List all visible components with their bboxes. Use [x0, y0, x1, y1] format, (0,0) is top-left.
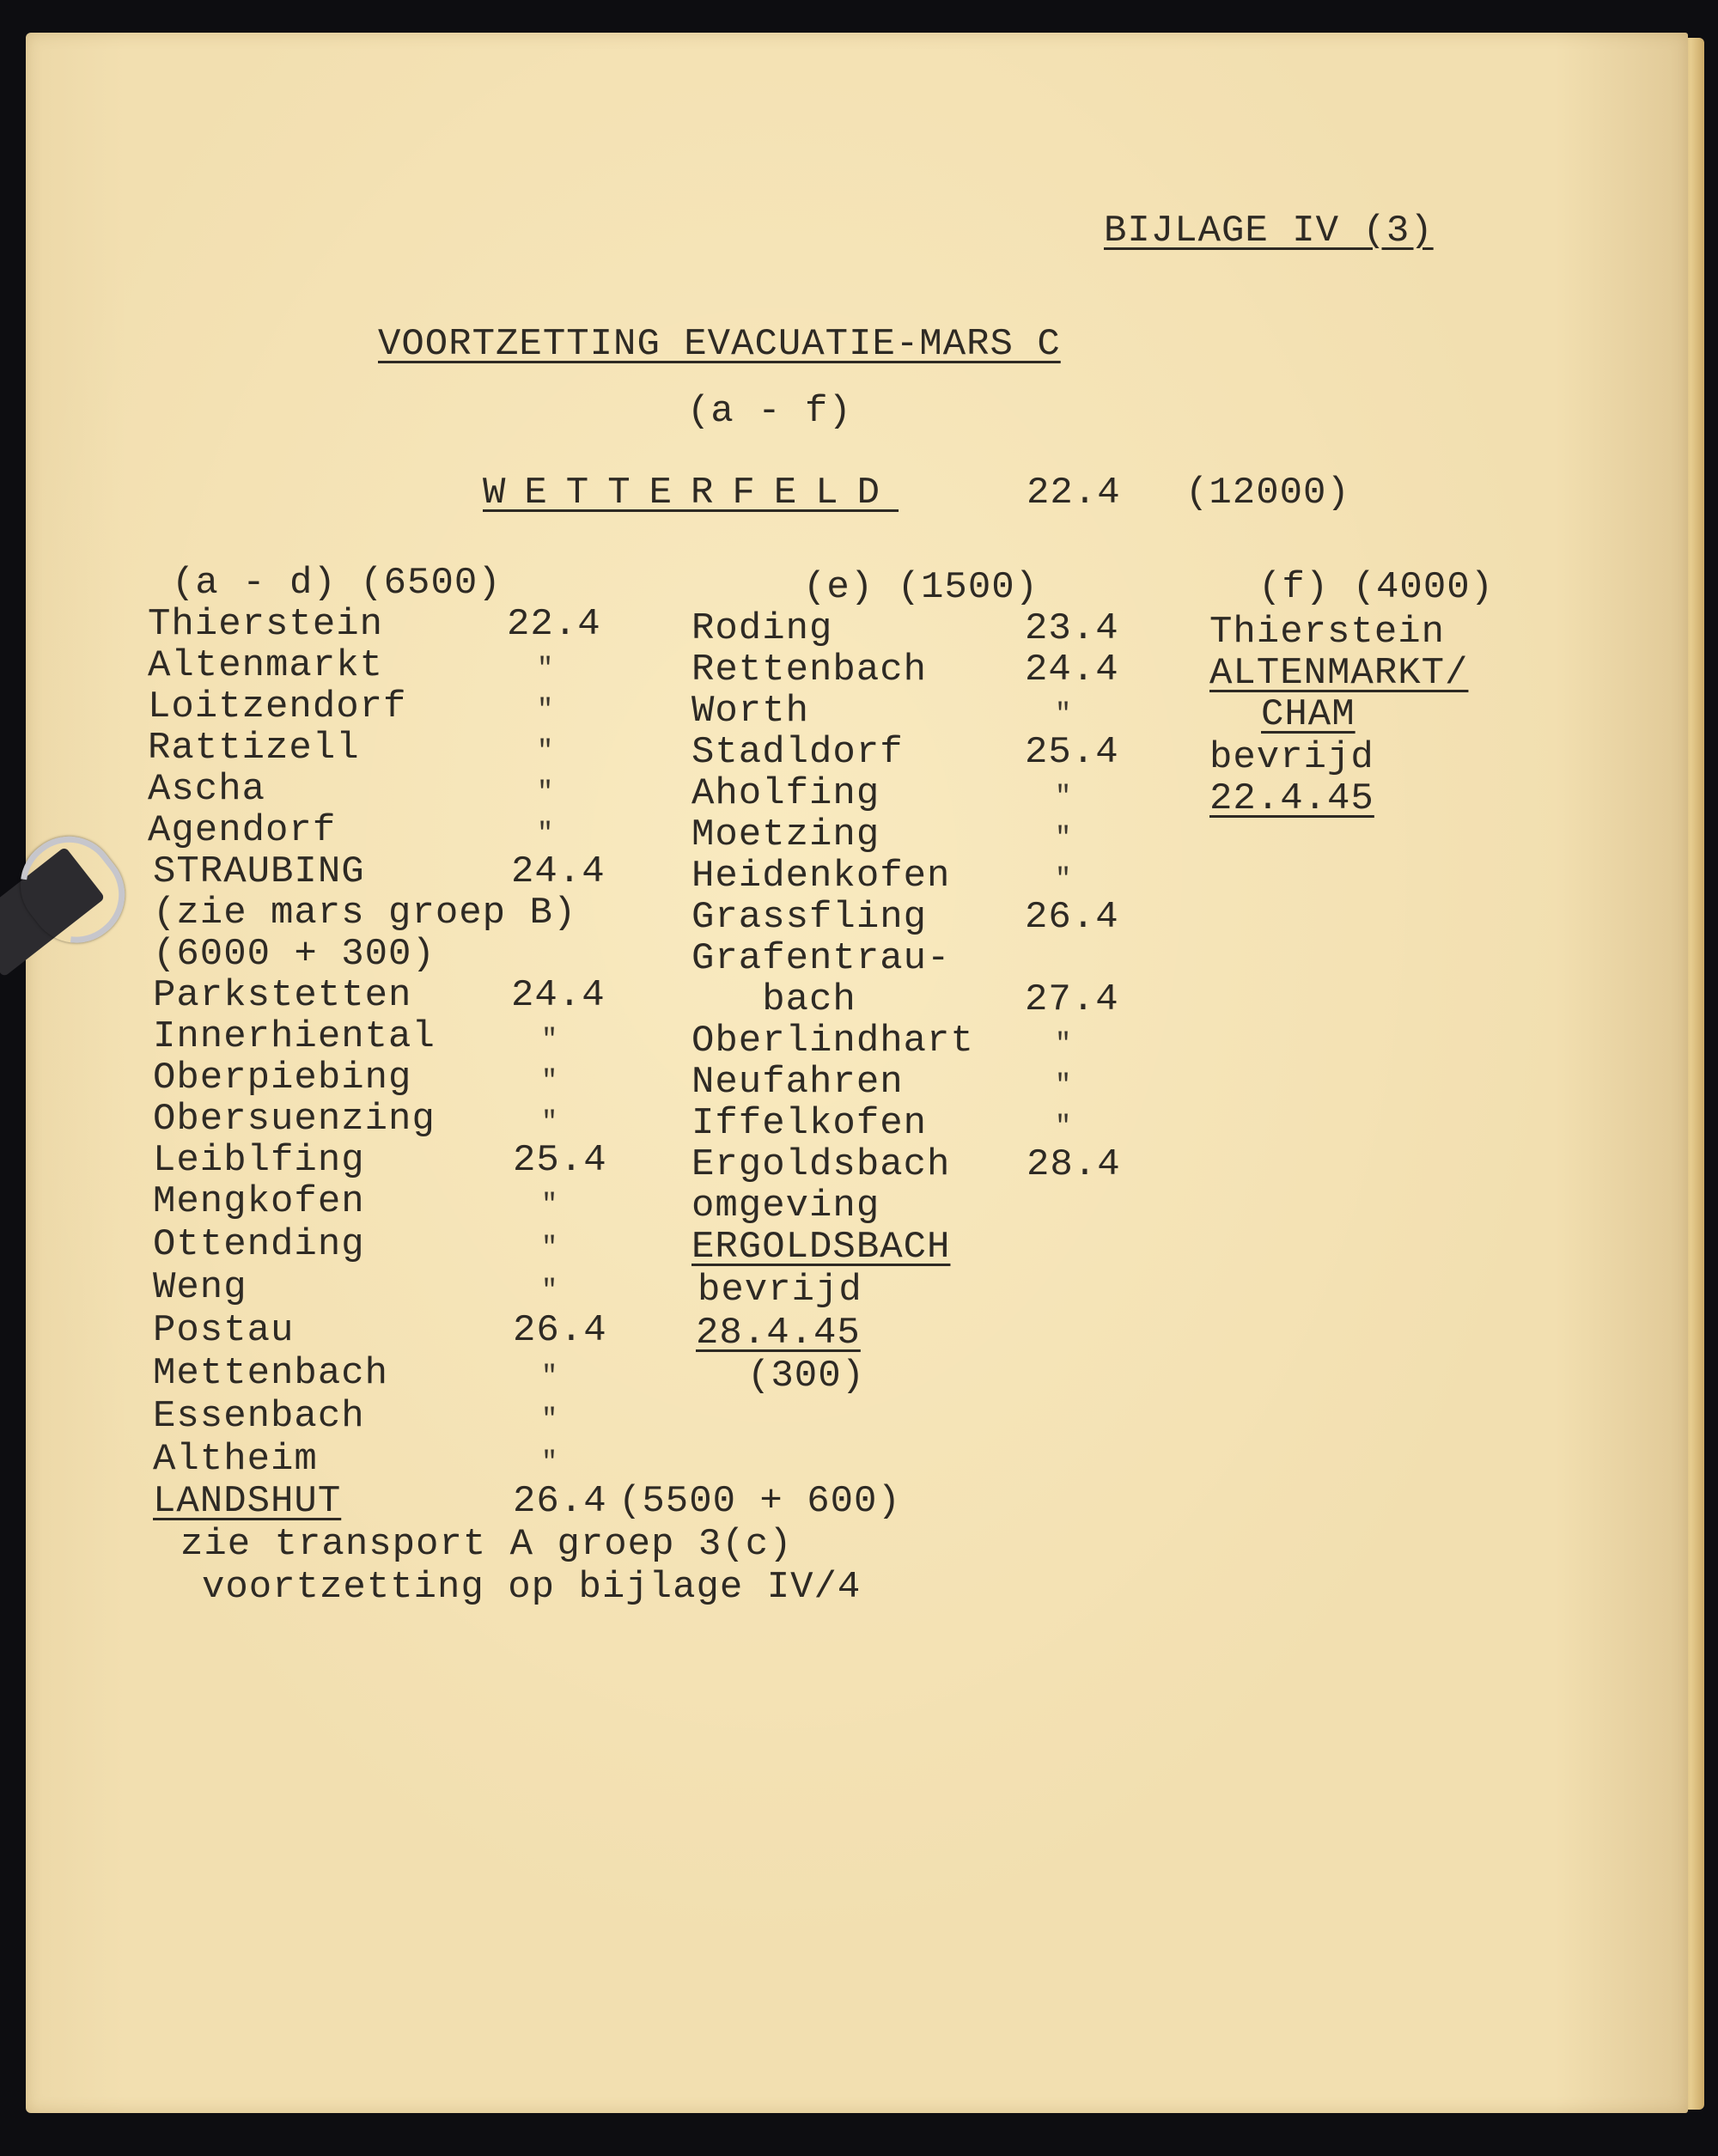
final-destination: ALTENMARKT/	[1209, 652, 1469, 695]
transport-note: zie transport A groep 3(c)	[180, 1523, 793, 1566]
list-item: Ascha	[148, 768, 266, 811]
list-item-date: 26.4	[1025, 896, 1119, 939]
list-item-date: "	[1055, 863, 1073, 895]
list-item: Rettenbach	[691, 649, 928, 691]
list-item-date: "	[537, 735, 555, 767]
list-item: omgeving	[691, 1185, 880, 1227]
list-item: Roding	[691, 607, 833, 650]
liberated-date: 28.4.45	[696, 1312, 861, 1355]
list-item: Loitzendorf	[148, 685, 407, 728]
list-item-date: 27.4	[1025, 978, 1119, 1021]
list-item: Worth	[691, 690, 810, 733]
list-item-date: 28.4	[1027, 1143, 1121, 1186]
list-item: Mengkofen	[153, 1180, 365, 1223]
final-date: 26.4	[513, 1480, 607, 1523]
list-item: Grafentrau-	[691, 937, 951, 980]
list-item: Iffelkofen	[691, 1102, 928, 1145]
list-item: bach	[691, 978, 856, 1021]
list-item: Rattizell	[148, 727, 360, 770]
list-item: Mettenbach	[153, 1352, 389, 1395]
list-item-date: "	[1055, 822, 1073, 854]
list-item: Moetzing	[691, 813, 880, 856]
list-item-date: "	[541, 1024, 559, 1056]
list-item: Leiblfing	[153, 1139, 365, 1182]
final-count: (5500 + 600)	[618, 1480, 901, 1523]
list-item-date: "	[1055, 781, 1073, 813]
document-subtitle: (a - f)	[687, 390, 852, 433]
list-item-date: 23.4	[1025, 607, 1119, 650]
list-item-date: 22.4	[507, 603, 601, 646]
list-item-date: "	[541, 1275, 559, 1306]
continuation-note: voortzetting op bijlage IV/4	[202, 1566, 862, 1609]
list-item: Oberpiebing	[153, 1057, 412, 1099]
list-item: Ergoldsbach	[691, 1143, 951, 1186]
list-item: Oberlindhart	[691, 1020, 974, 1063]
list-item-date: "	[537, 818, 555, 850]
list-item: Altheim	[153, 1438, 318, 1481]
list-item: Thierstein	[1209, 611, 1446, 654]
list-item-date: "	[541, 1361, 559, 1392]
list-item: Postau	[153, 1309, 295, 1352]
list-item-date: "	[541, 1446, 559, 1478]
list-item-date: 25.4	[1025, 731, 1119, 774]
list-item: Ottending	[153, 1223, 365, 1266]
list-item-date: 24.4	[511, 974, 606, 1017]
final-destination: ERGOLDSBACH	[691, 1226, 951, 1269]
column-heading-e: (e) (1500)	[803, 566, 1039, 609]
list-item: (6000 + 300)	[153, 933, 436, 976]
list-item-date: "	[541, 1404, 559, 1435]
list-item: Obersuenzing	[153, 1098, 436, 1141]
column-heading-f: (f) (4000)	[1258, 566, 1495, 609]
list-item: Grassfling	[691, 896, 928, 939]
list-item-date: "	[537, 694, 555, 726]
list-item-date: "	[541, 1232, 559, 1264]
list-item-date: "	[1055, 1069, 1073, 1101]
final-destination: LANDSHUT	[153, 1480, 342, 1523]
list-item: Altenmarkt	[148, 644, 384, 687]
list-item: Weng	[153, 1266, 247, 1309]
document-title: VOORTZETTING EVACUATIE-MARS C	[378, 323, 1061, 366]
list-item: Essenbach	[153, 1395, 365, 1438]
list-item: Thierstein	[148, 603, 384, 646]
appendix-label: BIJLAGE IV (3)	[1104, 210, 1434, 253]
liberated-label: bevrijd	[1209, 736, 1374, 779]
list-item: STRAUBING	[153, 850, 365, 893]
list-item-date: "	[1055, 1028, 1073, 1060]
list-item-date: "	[541, 1189, 559, 1221]
list-item-date: "	[1055, 1111, 1073, 1142]
list-item: Neufahren	[691, 1061, 904, 1104]
list-item-date: 25.4	[513, 1139, 607, 1182]
survivor-count: (300)	[747, 1355, 866, 1398]
list-item: Stadldorf	[691, 731, 904, 774]
list-item-date: 26.4	[513, 1309, 607, 1352]
list-item: Innerhiental	[153, 1015, 436, 1058]
list-item-date: "	[1055, 698, 1073, 730]
list-item-date: 24.4	[511, 850, 606, 893]
final-destination-secondary: CHAM	[1261, 693, 1356, 736]
list-item-date: 24.4	[1025, 649, 1119, 691]
list-item: Aholfing	[691, 772, 880, 815]
list-item-date: "	[537, 777, 555, 808]
list-item: (zie mars groep B)	[153, 892, 577, 935]
list-item: Heidenkofen	[691, 855, 951, 898]
list-item-date: "	[537, 653, 555, 685]
liberated-label: bevrijd	[698, 1269, 862, 1312]
origin-place: WETTERFELD	[483, 472, 899, 515]
list-item: Parkstetten	[153, 974, 412, 1017]
column-heading-ad: (a - d) (6500)	[172, 562, 502, 605]
liberated-date: 22.4.45	[1209, 777, 1374, 820]
list-item: Agendorf	[148, 809, 337, 852]
origin-date: 22.4	[1027, 472, 1121, 515]
origin-count: (12000)	[1185, 472, 1350, 515]
list-item-date: "	[541, 1065, 559, 1097]
list-item-date: "	[541, 1106, 559, 1138]
